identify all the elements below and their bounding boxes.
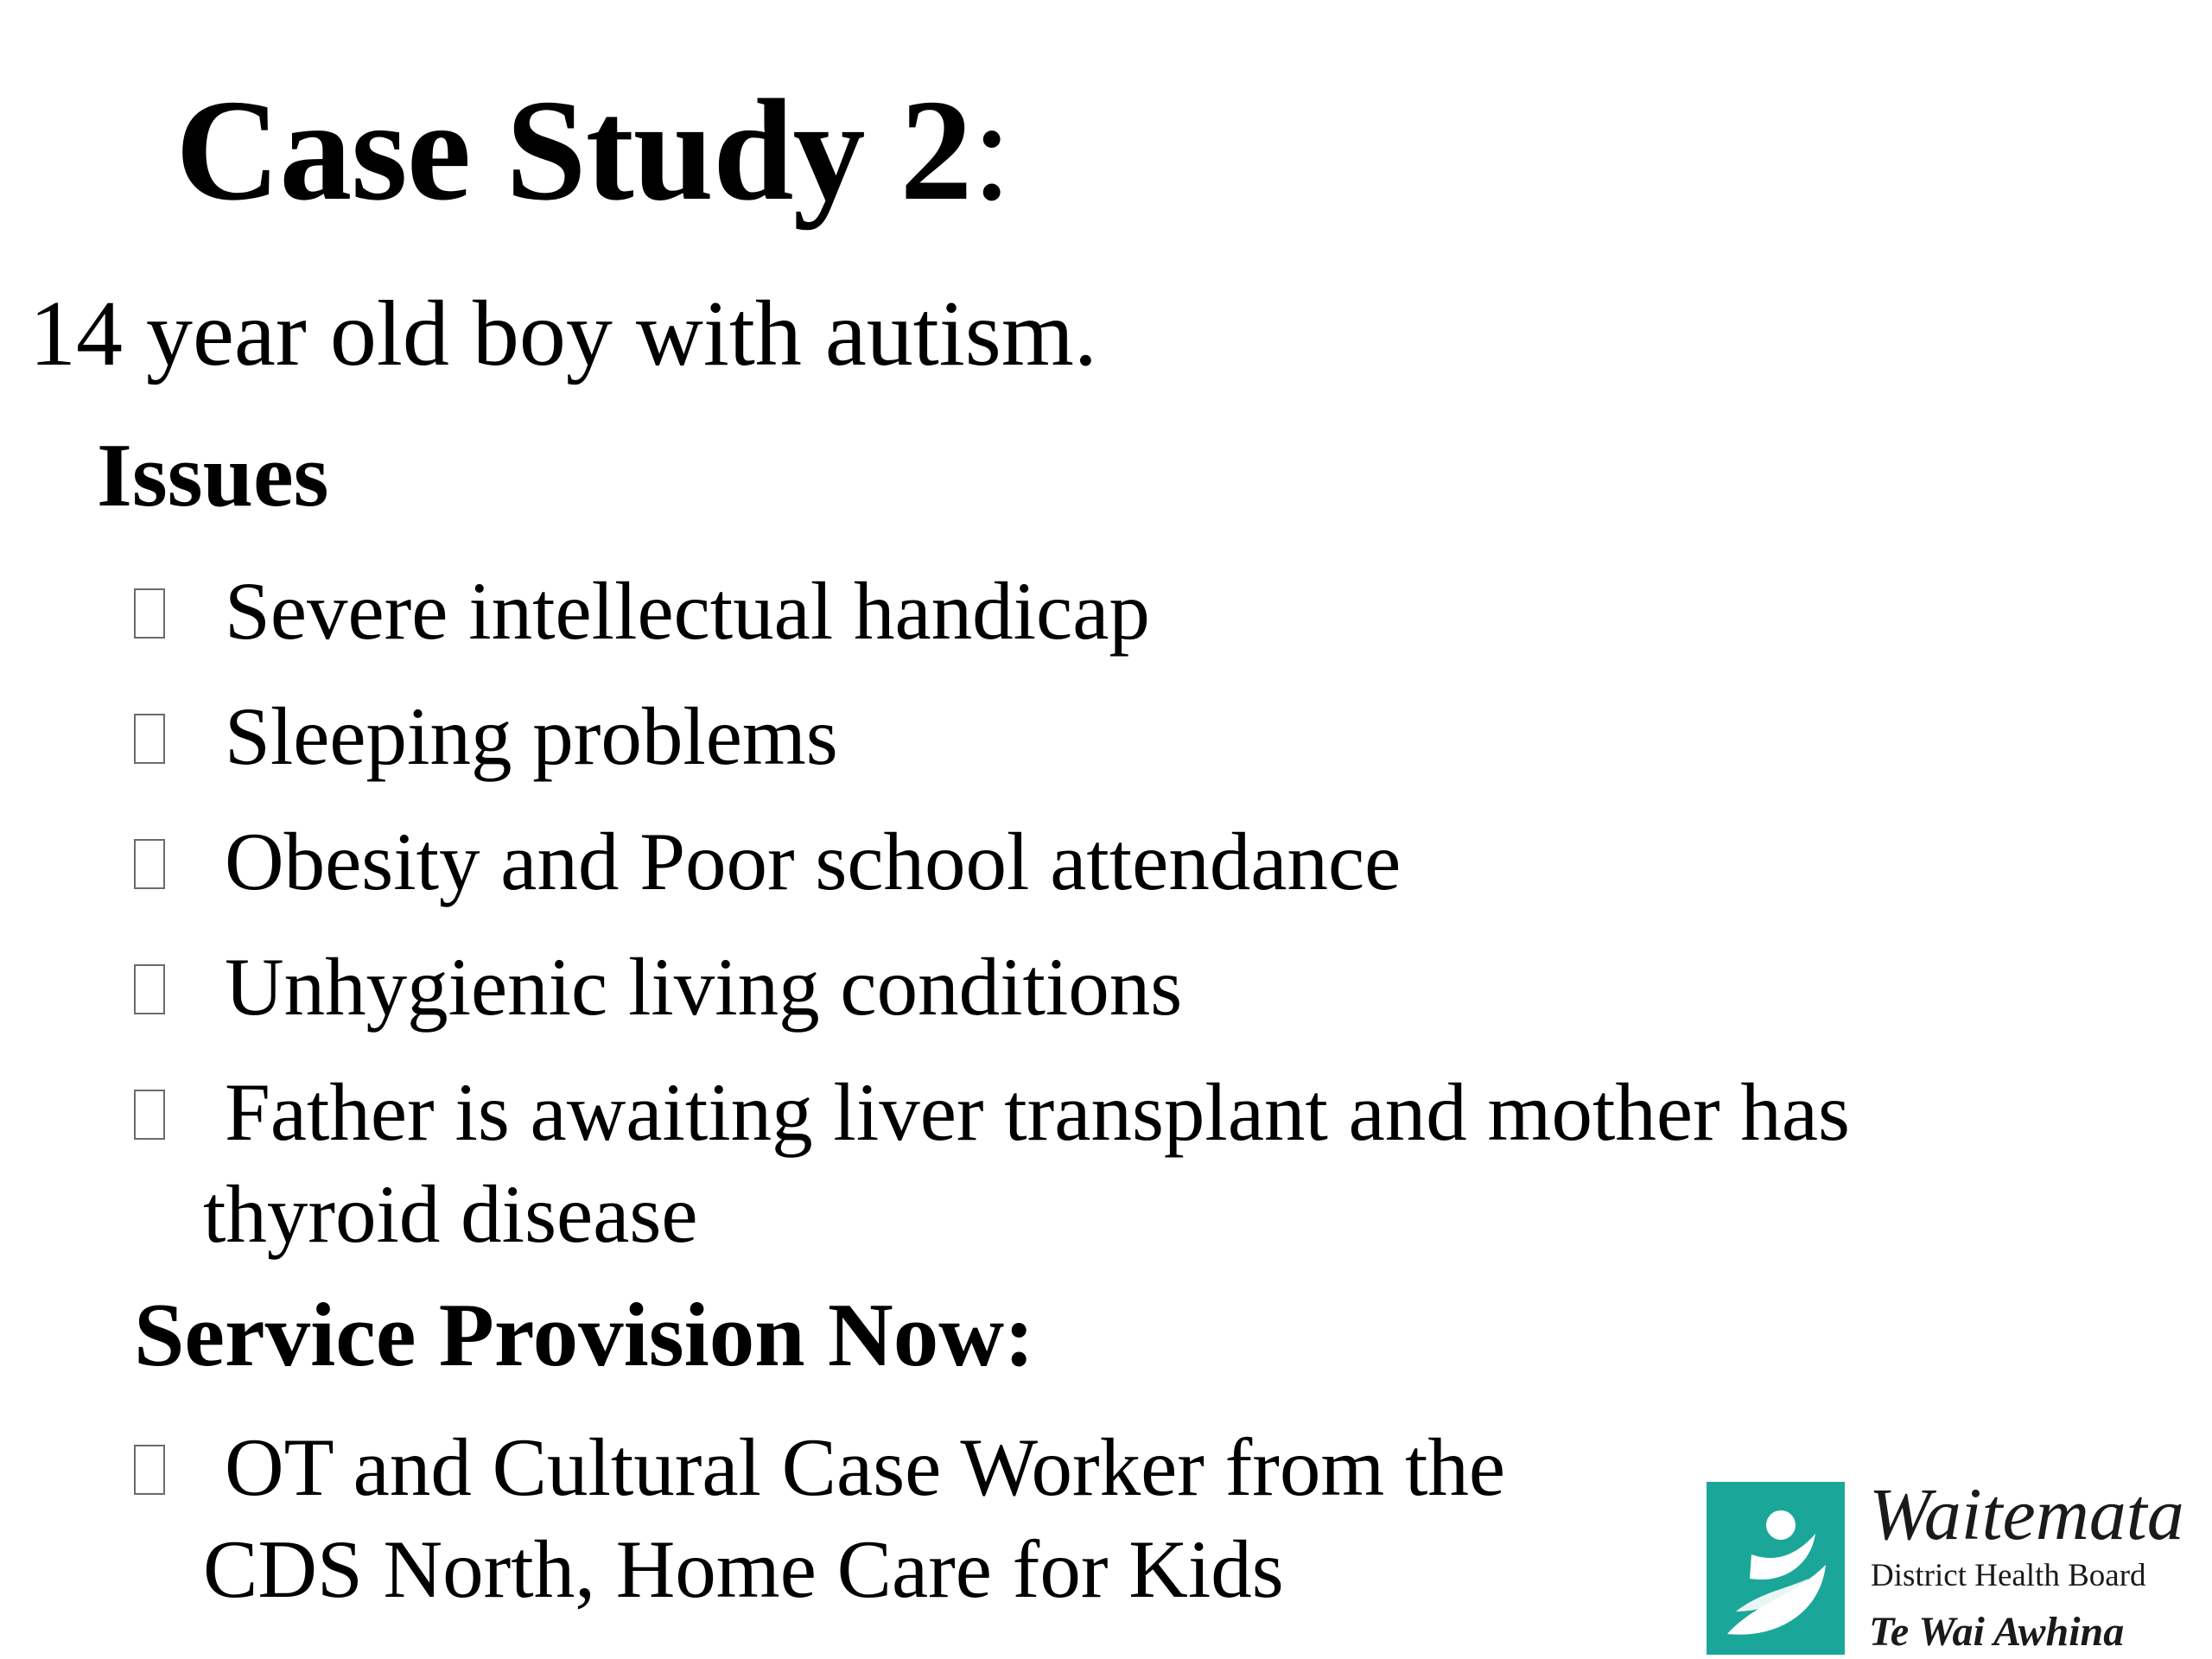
waitemata-dhb-logo	[1707, 1472, 2195, 1655]
service-provision-heading: Service Provision Now:	[134, 1284, 1035, 1385]
issue-item-text: Father is awaiting liver transplant and mother has	[225, 1066, 1851, 1158]
service-item-text: OT and Cultural Case Worker from the	[225, 1421, 1506, 1513]
issue-item-text-continued: thyroid disease	[203, 1168, 698, 1260]
bullet-box-icon	[134, 588, 165, 639]
issue-item-text: Unhygienic living conditions	[225, 941, 1183, 1033]
bullet-box-icon	[134, 1445, 165, 1495]
issue-item-text: Obesity and Poor school attendance	[225, 816, 1402, 907]
case-summary: 14 year old boy with autism.	[29, 283, 1097, 385]
slide-title-text: Case Study 2	[175, 70, 972, 231]
bullet-box-icon	[134, 1090, 165, 1140]
slide-title-colon: :	[971, 70, 1012, 231]
logo-name: Waitemata	[1869, 1472, 2184, 1555]
issue-item-text: Sleeping problems	[225, 690, 838, 782]
issues-heading: Issues	[97, 424, 329, 525]
bullet-box-icon	[134, 714, 165, 764]
service-item-text-continued: CDS North, Home Care for Kids	[203, 1523, 1284, 1615]
logo-maori-name: Te Wai Awhina	[1869, 1609, 2125, 1655]
bullet-box-icon	[134, 964, 165, 1014]
dhb-logo-icon	[1707, 1482, 1845, 1655]
slide-title	[175, 67, 1011, 234]
logo-board: District Health Board	[1871, 1558, 2146, 1593]
bullet-box-icon	[134, 839, 165, 889]
issue-item-text: Severe intellectual handicap	[225, 565, 1150, 657]
